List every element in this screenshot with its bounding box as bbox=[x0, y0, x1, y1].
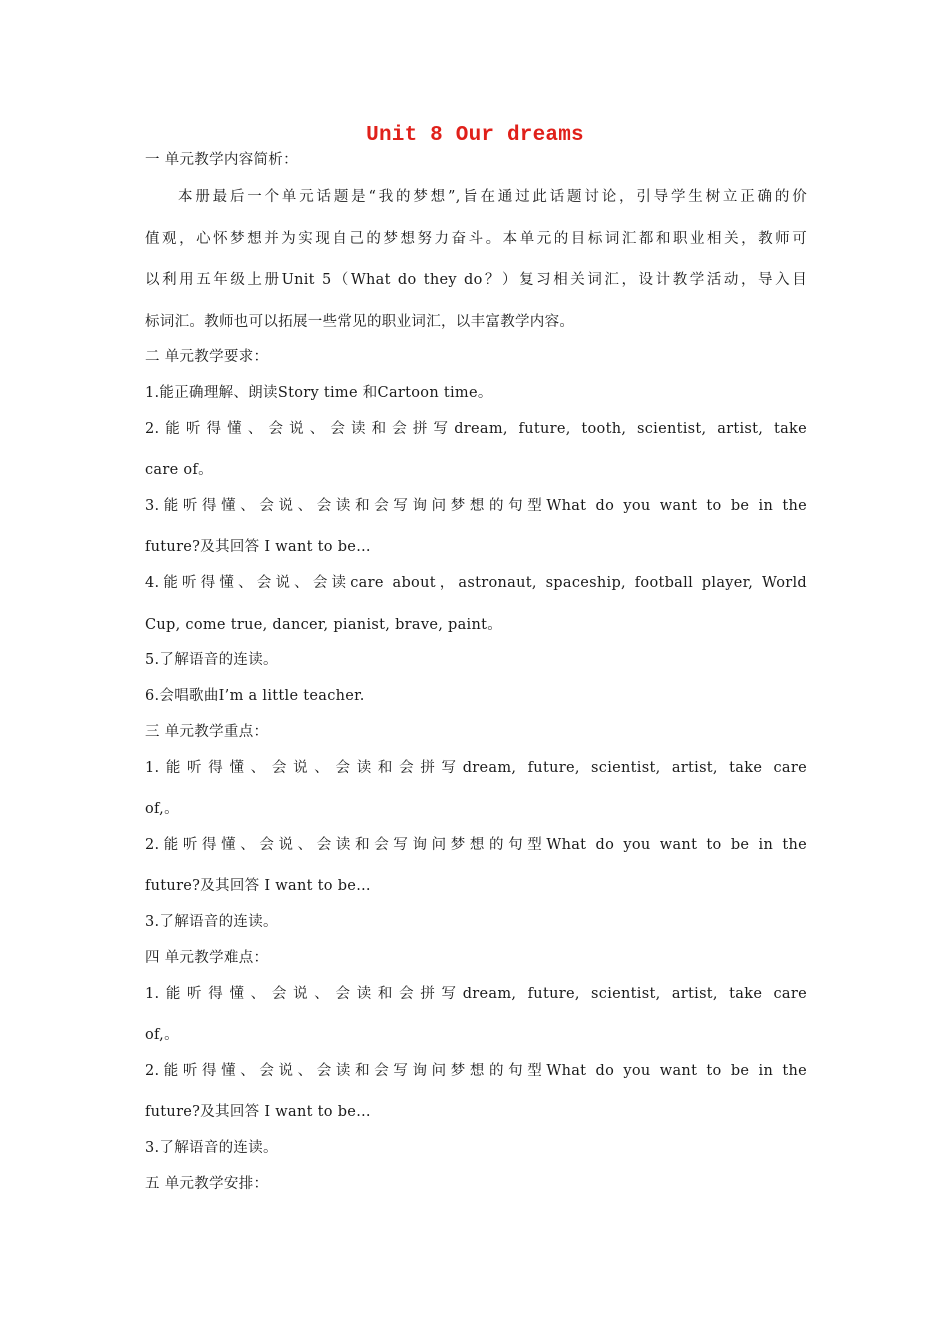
list-item: 3.了解语音的连读。 bbox=[145, 1140, 278, 1156]
list-item-continuation: Cup, come true, dancer, pianist, brave, paint。 bbox=[145, 617, 503, 633]
list-item: 6.会唱歌曲I’m a little teacher. bbox=[145, 688, 365, 704]
list-item-continuation: future?及其回答 I want to be… bbox=[145, 1104, 371, 1120]
list-item: 3.了解语音的连读。 bbox=[145, 914, 278, 930]
list-item-continuation: care of。 bbox=[145, 462, 213, 478]
section-heading-arrangement: 五 单元教学安排： bbox=[145, 1176, 269, 1192]
list-item: 2.能听得懂、会说、会读和会拼写dream, future, tooth, scientist, artist, take bbox=[145, 421, 807, 437]
list-item: 4.能听得懂、会说、会读care about，astronaut, spaceship, football player, World bbox=[145, 575, 807, 591]
document-title: Unit 8 Our dreams bbox=[366, 124, 584, 147]
paragraph-line: 值观，心怀梦想并为实现自己的梦想努力奋斗。本单元的目标词汇都和职业相关，教师可 bbox=[145, 231, 807, 247]
list-item: 5.了解语音的连读。 bbox=[145, 652, 278, 668]
list-item-continuation: of,。 bbox=[145, 801, 179, 817]
section-heading-key-points: 三 单元教学重点： bbox=[145, 724, 269, 740]
list-item: 1.能正确理解、朗读Story time 和Cartoon time。 bbox=[145, 385, 493, 401]
paragraph-line: 标词汇。教师也可以拓展一些常见的职业词汇，以丰富教学内容。 bbox=[145, 314, 575, 330]
section-heading-content-analysis: 一 单元教学内容简析： bbox=[145, 152, 298, 168]
list-item-continuation: future?及其回答 I want to be… bbox=[145, 878, 371, 894]
section-heading-difficulties: 四 单元教学难点： bbox=[145, 950, 269, 966]
list-item-continuation: future?及其回答 I want to be… bbox=[145, 539, 371, 555]
list-item: 2.能听得懂、会说、会读和会写询问梦想的句型What do you want to be in the bbox=[145, 837, 807, 853]
list-item: 3.能听得懂、会说、会读和会写询问梦想的句型What do you want to be in the bbox=[145, 498, 807, 514]
list-item-continuation: of,。 bbox=[145, 1027, 179, 1043]
paragraph-line: 本册最后一个单元话题是“我的梦想”,旨在通过此话题讨论，引导学生树立正确的价 bbox=[178, 189, 807, 205]
section-heading-requirements: 二 单元教学要求： bbox=[145, 349, 269, 365]
paragraph-line: 以利用五年级上册Unit 5（What do they do？）复习相关词汇，设计教学活动，导入目 bbox=[145, 272, 807, 288]
list-item: 2.能听得懂、会说、会读和会写询问梦想的句型What do you want to be in the bbox=[145, 1063, 807, 1079]
list-item: 1.能听得懂、会说、会读和会拼写dream, future, scientist, artist, take care bbox=[145, 760, 807, 776]
list-item: 1.能听得懂、会说、会读和会拼写dream, future, scientist, artist, take care bbox=[145, 986, 807, 1002]
